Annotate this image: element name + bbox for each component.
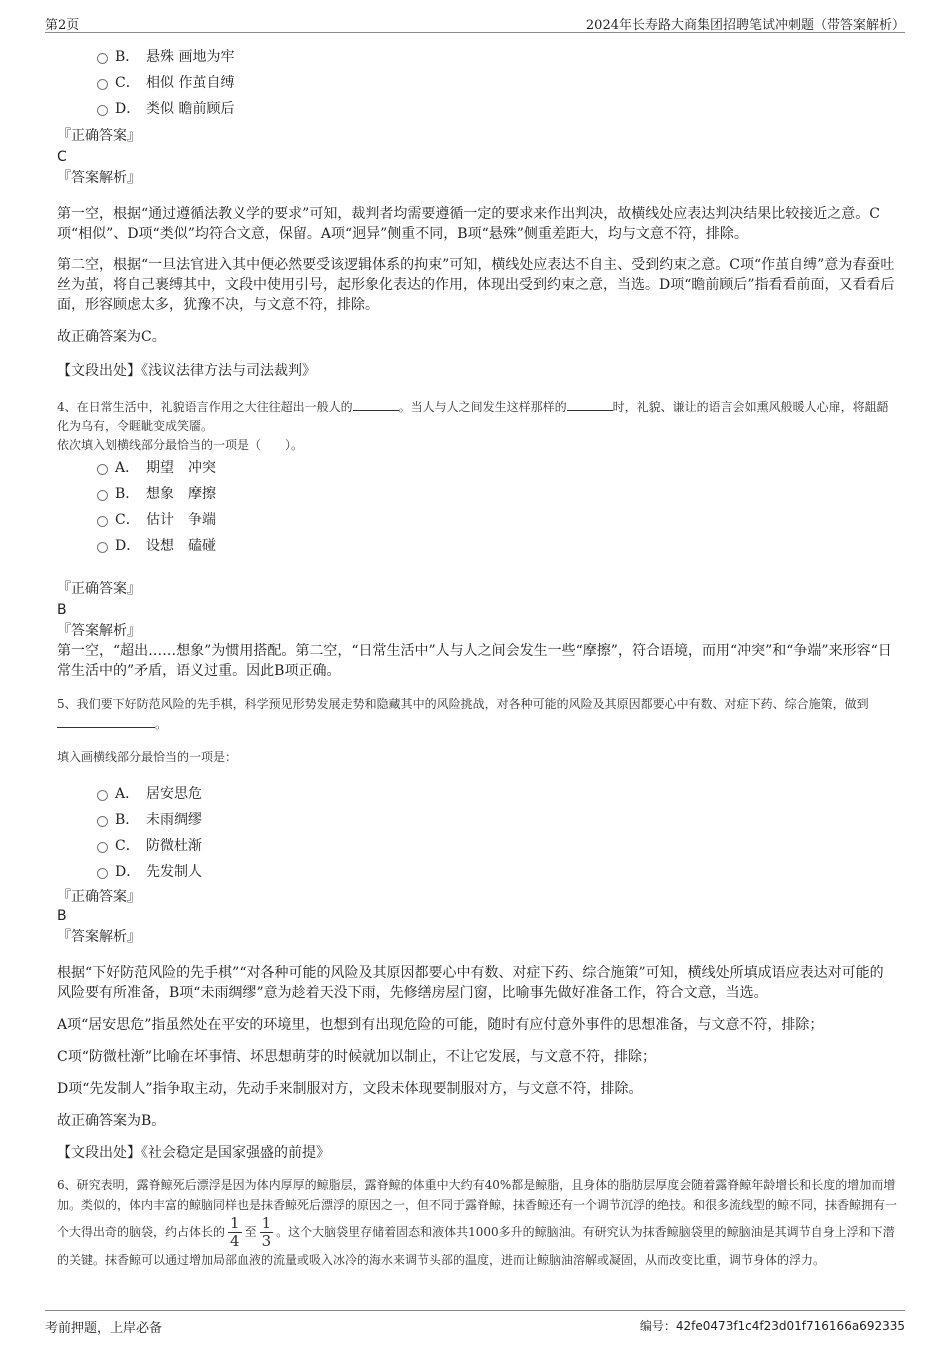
- radio-icon[interactable]: [97, 490, 108, 501]
- option-text: 先发制人: [146, 864, 202, 880]
- radio-icon[interactable]: [97, 542, 108, 553]
- q4-analysis-label: 『答案解析』: [57, 623, 141, 639]
- q3-analysis-2: 第二空，根据“一旦法官进入其中便必然要受该逻辑体系的拘束”可知，横线处应表达不自主、受到约束之意。C项“作茧自缚”意为春蚕吐丝为茧，将自己裹缚其中，文段中使用引号，起形象化表达的作用，体现出受到约束之意，当选。D项“瞻前顾后”指看看前面，又看看后面，形容顾虑太多，犹豫不决，与文意不符，排除。: [57, 257, 895, 313]
- fraction-denominator: 3: [261, 1232, 272, 1250]
- option-text: 悬殊 画地为牢: [146, 49, 235, 65]
- fraction-numerator: 1: [230, 1214, 240, 1232]
- q5-analysis-3: C项“防微杜渐”比喻在坏事情、坏思想萌芽的时候就加以制止，不让它发展，与文意不符，排除；: [57, 1049, 657, 1065]
- q3-analysis-1: 第一空，根据“通过遵循法教义学的要求”可知，裁判者均需要遵循一定的要求来作出判决，故横线处应表达判决结果比较接近之意。C项“相似”、D项“类似”均符合文意，保留。A项“迥异”侧重不同，B项“悬殊”侧重差距大，均与文意不符，排除。: [57, 206, 881, 242]
- q4-answer-label: 『正确答案』: [57, 581, 141, 597]
- q5-stem-part: 5、我们要下好防范风险的先手棋，科学预见形势发展走势和隐藏其中的风险挑战，对各种可能的风险及其原因都要心中有数、对症下药、综合施策，做到: [57, 697, 869, 711]
- option-key: B．: [115, 49, 140, 65]
- q5-stem-part: 。: [155, 717, 168, 731]
- q4-stem: [57, 397, 897, 436]
- option-key: B．: [115, 486, 140, 502]
- option-text: 设想 磕碰: [146, 538, 216, 554]
- q3-answer-label: 『正确答案』: [57, 128, 141, 144]
- q4-option-d[interactable]: [57, 533, 897, 559]
- footer-slogan: 考前押题，上岸必备: [45, 1321, 163, 1336]
- option-text: 类似 瞻前顾后: [146, 101, 235, 117]
- q3-analysis-3: 故正确答案为C。: [57, 329, 166, 345]
- option-key: B．: [115, 812, 140, 828]
- q6-stem-part: 6、研究表明，露脊鲸死后漂浮是因为体内厚厚的鲸脂层，露脊鲸的体重中大约有40%都是鲸脂，且身体的脂肪层厚度会随着露脊鲸年龄增长和长度的增加而增加。类似的，体内丰富的鲸脑同样也是抹香鲸死后漂浮的原因之一，但不同于露脊鲸，抹香鲸还有一个调节沉浮的绝技。和很多流线型的鲸不同，抹香鲸拥有一个大得出奇的脑袋，约占体长的: [57, 1178, 898, 1239]
- option-text: 相似 作茧自缚: [146, 75, 235, 91]
- q3-analysis-label: 『答案解析』: [57, 170, 141, 186]
- option-key: D．: [115, 538, 141, 554]
- option-key: A．: [115, 786, 140, 802]
- page-footer: [45, 1310, 905, 1341]
- q5-option-c[interactable]: [57, 833, 897, 859]
- q3-option-c[interactable]: [57, 70, 897, 96]
- q3-source: 【文段出处】《浅议法律方法与司法裁判》: [57, 363, 316, 379]
- page-number: 第2页: [45, 18, 80, 33]
- q4-option-c[interactable]: [57, 507, 897, 533]
- fraction-one-third: [260, 1215, 274, 1250]
- document-code: 编号：42fe0473f1c4f23d01f716166a692335: [639, 1319, 905, 1333]
- radio-icon[interactable]: [97, 79, 108, 90]
- radio-icon[interactable]: [97, 105, 108, 116]
- q5-stem: [57, 695, 897, 734]
- q5-option-a[interactable]: [57, 781, 897, 807]
- option-text: 想象 摩擦: [146, 486, 216, 502]
- fraction-denominator: 4: [230, 1232, 240, 1250]
- q5-analysis-1: 根据“下好防范风险的先手棋”“对各种可能的风险及其原因都要心中有数、对症下药、综合施策”可知，横线处所填成语应表达对可能的风险要有所准备，B项“未雨绸缪”意为趁着天没下雨，先修缮房屋门窗，比喻事先做好准备工作，符合文意，当选。: [57, 965, 884, 1001]
- q3-option-d[interactable]: [57, 96, 897, 122]
- q6-stem-part: 。这个大脑袋里存储着固态和液体共1000多升的鲸脑油。有研究认为抹香鲸脑袋里的鲸脑油是其调节自身上浮和下潜的关键。抹香鲸可以通过增加局部血液的流量或吸入冰冷的海水来调节头部的温度，进而让鲸脑油溶解或凝固，从而改变比重，调节身体的浮力。: [57, 1225, 895, 1267]
- q4-stem-part: 时，礼貌、谦让的语言会如熏风般暖人心扉，将龃龉化为乌有，令睚眦变成笑靥。: [57, 400, 889, 433]
- option-text: 居安思危: [146, 786, 202, 802]
- document-body: [57, 44, 897, 1270]
- option-text: 防微杜渐: [146, 838, 202, 854]
- q5-source: 【文段出处】《社会稳定是国家强盛的前提》: [57, 1145, 330, 1161]
- option-key: C．: [115, 75, 140, 91]
- q4-stem-part: 4、在日常生活中，礼貌语言作用之大往往超出一般人的: [57, 400, 353, 414]
- q6-stem-part: 至: [244, 1225, 257, 1239]
- option-text: 期望 冲突: [146, 460, 216, 476]
- blank-line: [57, 714, 155, 728]
- radio-icon[interactable]: [97, 516, 108, 527]
- option-key: D．: [115, 864, 141, 880]
- option-text: 估计 争端: [146, 512, 216, 528]
- blank-line: [353, 397, 399, 411]
- radio-icon[interactable]: [97, 464, 108, 475]
- q4-analysis: 第一空，“超出……想象”为惯用搭配。第二空，“日常生活中”人与人之间会发生一些“摩擦”，符合语境，而用“冲突”和“争端”来形容“日常生活中的”矛盾，语义过重。因此B项正确。: [57, 643, 892, 679]
- q3-options: [57, 44, 897, 122]
- radio-icon[interactable]: [97, 53, 108, 64]
- radio-icon[interactable]: [97, 868, 108, 879]
- q5-answer: B: [57, 908, 67, 924]
- radio-icon[interactable]: [97, 816, 108, 827]
- q5-analysis-2: A项“居安思危”指虽然处在平安的环境里，也想到有出现危险的可能，随时有应付意外事件的思想准备，与文意不符，排除；: [57, 1017, 824, 1033]
- option-key: C．: [115, 838, 140, 854]
- q5-options: [57, 781, 897, 885]
- fraction-one-quarter: [228, 1215, 242, 1250]
- q4-instruction: 依次填入划横线部分最恰当的一项是（ ）。: [57, 438, 304, 452]
- q4-stem-part: 。当人与人之间发生这样那样的: [398, 400, 567, 414]
- q4-option-a[interactable]: [57, 455, 897, 481]
- document-title: 2024年长寿路大商集团招聘笔试冲刺题（带答案解析）: [585, 18, 905, 33]
- q5-answer-label: 『正确答案』: [57, 889, 141, 905]
- option-key: D．: [115, 101, 141, 117]
- q4-option-b[interactable]: [57, 481, 897, 507]
- q5-analysis-label: 『答案解析』: [57, 929, 141, 945]
- q4-options: [57, 455, 897, 559]
- page-header: [45, 8, 905, 33]
- q6-stem: [57, 1175, 897, 1270]
- q5-option-b[interactable]: [57, 807, 897, 833]
- q5-option-d[interactable]: [57, 859, 897, 885]
- option-key: A．: [115, 460, 140, 476]
- q5-analysis-4: D项“先发制人”指争取主动，先动手来制服对方，文段未体现要制服对方，与文意不符，排除。: [57, 1081, 643, 1097]
- option-text: 未雨绸缪: [146, 812, 202, 828]
- q5-instruction: 填入画横线部分最恰当的一项是：: [57, 750, 238, 764]
- q5-analysis-5: 故正确答案为B。: [57, 1113, 166, 1129]
- radio-icon[interactable]: [97, 842, 108, 853]
- fraction-numerator: 1: [261, 1214, 272, 1232]
- blank-line: [567, 397, 613, 411]
- q4-answer: B: [57, 602, 67, 618]
- q3-answer: C: [57, 149, 67, 165]
- radio-icon[interactable]: [97, 790, 108, 801]
- q3-option-b[interactable]: [57, 44, 897, 70]
- option-key: C．: [115, 512, 140, 528]
